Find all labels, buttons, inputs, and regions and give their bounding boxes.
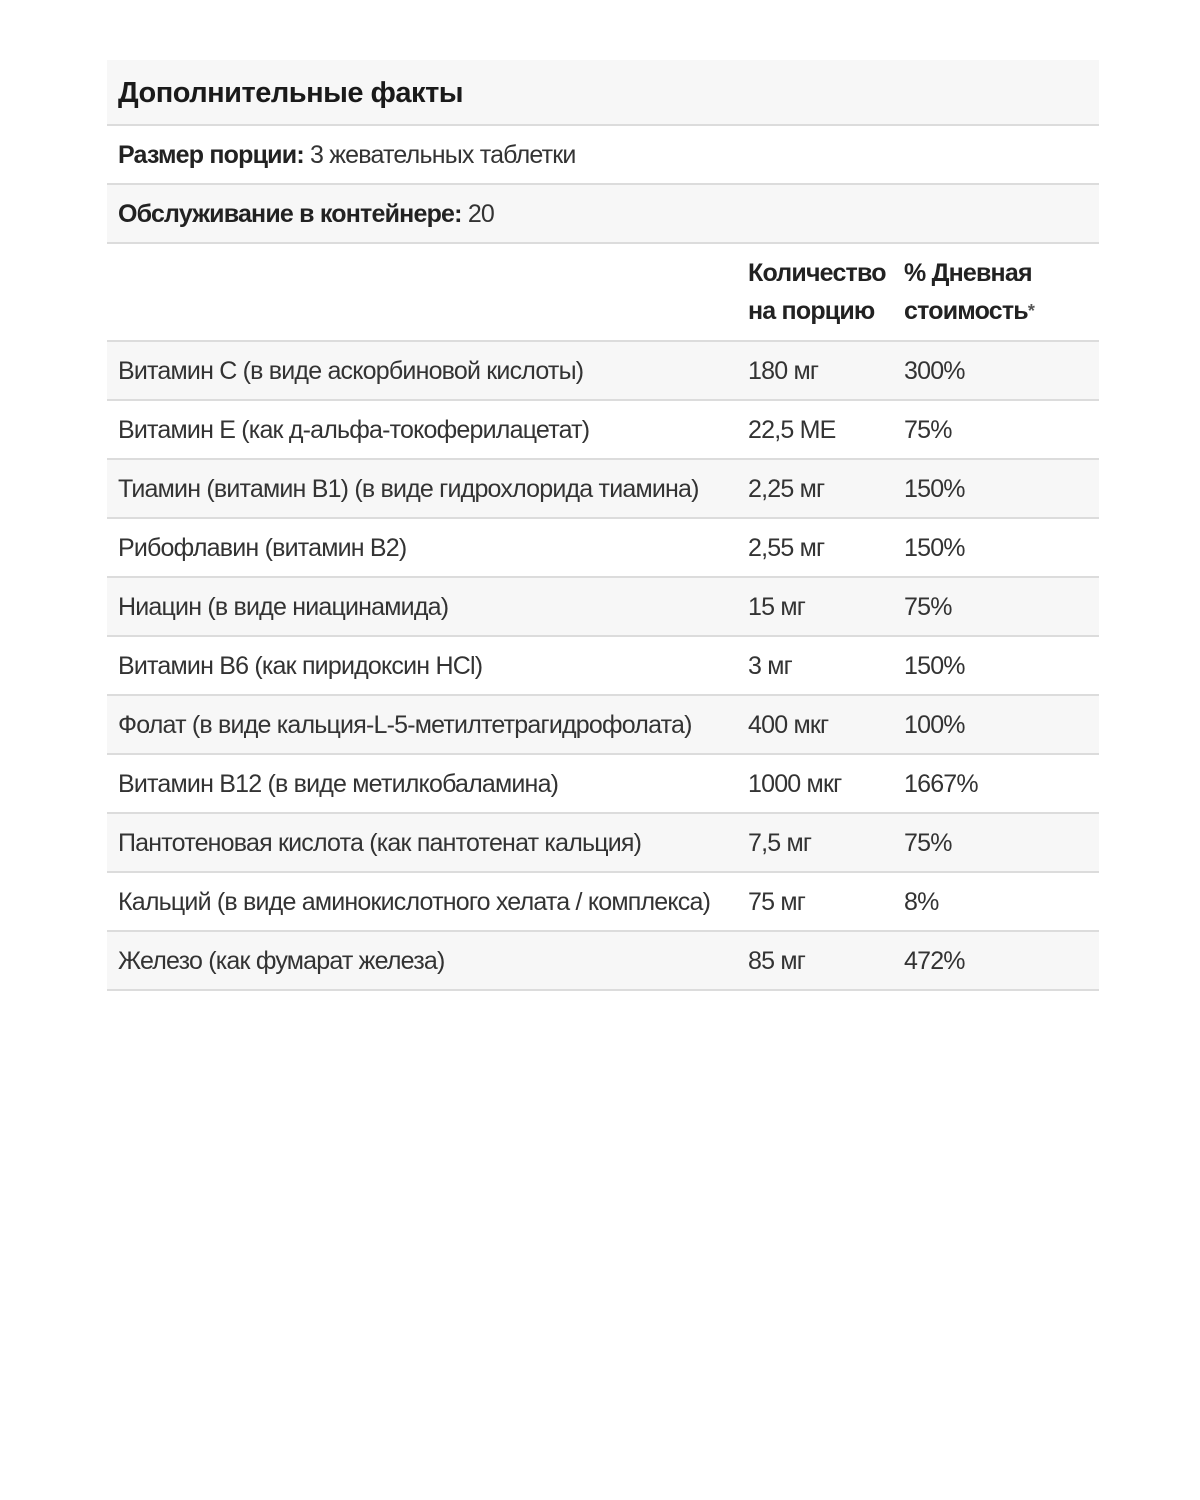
serving-size-value: 3 жевательных таблетки [303, 141, 576, 169]
nutrient-daily-value: 150% [893, 636, 1099, 695]
nutrient-row [107, 577, 1099, 636]
nutrient-name: Пантотеновая кислота (как пантотенат кальция) [107, 813, 737, 872]
nutrient-name: Витамин B12 (в виде метилкобаламина) [107, 754, 737, 813]
nutrient-amount: 1000 мкг [737, 754, 893, 813]
nutrient-daily-value: 472% [893, 931, 1099, 990]
serving-size-label: Размер порции: [118, 141, 304, 169]
nutrient-daily-value: 150% [893, 459, 1099, 518]
nutrient-row [107, 400, 1099, 459]
nutrient-row [107, 931, 1099, 990]
nutrient-row [107, 813, 1099, 872]
nutrient-daily-value: 100% [893, 695, 1099, 754]
nutrient-daily-value: 75% [893, 813, 1099, 872]
nutrient-row [107, 754, 1099, 813]
servings-per-container-label: Обслуживание в контейнере: [118, 200, 462, 228]
nutrient-amount: 22,5 МЕ [737, 400, 893, 459]
table-title: Дополнительные факты [107, 60, 1099, 125]
nutrient-row [107, 341, 1099, 400]
nutrient-row [107, 518, 1099, 577]
nutrient-daily-value: 300% [893, 341, 1099, 400]
daily-value-column-header: % Дневная стоимость* [893, 243, 1099, 341]
nutrient-name: Рибофлавин (витамин B2) [107, 518, 737, 577]
nutrient-name: Фолат (в виде кальция-L-5-метилтетрагидрофолата) [107, 695, 737, 754]
nutrient-name: Железо (как фумарат железа) [107, 931, 737, 990]
nutrient-name: Витамин E (как д-альфа-токоферилацетат) [107, 400, 737, 459]
servings-per-container-row [107, 184, 1099, 243]
nutrient-amount: 7,5 мг [737, 813, 893, 872]
nutrient-amount: 3 мг [737, 636, 893, 695]
nutrient-name: Ниацин (в виде ниацинамида) [107, 577, 737, 636]
nutrient-amount: 180 мг [737, 341, 893, 400]
nutrient-row [107, 695, 1099, 754]
nutrient-column-header [107, 243, 737, 341]
nutrient-name: Тиамин (витамин B1) (в виде гидрохлорида тиамина) [107, 459, 737, 518]
nutrient-name: Кальций (в виде аминокислотного хелата / комплекса) [107, 872, 737, 931]
column-header-row [107, 243, 1099, 341]
nutrient-daily-value: 75% [893, 577, 1099, 636]
nutrient-daily-value: 1667% [893, 754, 1099, 813]
nutrient-amount: 15 мг [737, 577, 893, 636]
nutrient-row [107, 459, 1099, 518]
serving-size-row [107, 125, 1099, 184]
supplement-facts-table [107, 60, 1099, 991]
nutrient-row [107, 872, 1099, 931]
nutrient-daily-value: 8% [893, 872, 1099, 931]
nutrient-row [107, 636, 1099, 695]
nutrient-daily-value: 75% [893, 400, 1099, 459]
nutrient-amount: 2,25 мг [737, 459, 893, 518]
nutrient-daily-value: 150% [893, 518, 1099, 577]
footnote-asterisk: * [1027, 301, 1035, 321]
nutrient-name: Витамин B6 (как пиридоксин HCl) [107, 636, 737, 695]
nutrient-amount: 2,55 мг [737, 518, 893, 577]
nutrient-amount: 85 мг [737, 931, 893, 990]
amount-column-header: Количество на порцию [737, 243, 893, 341]
servings-per-container-value: 20 [461, 200, 495, 228]
nutrient-name: Витамин C (в виде аскорбиновой кислоты) [107, 341, 737, 400]
title-row [107, 60, 1099, 125]
nutrient-amount: 75 мг [737, 872, 893, 931]
nutrient-amount: 400 мкг [737, 695, 893, 754]
